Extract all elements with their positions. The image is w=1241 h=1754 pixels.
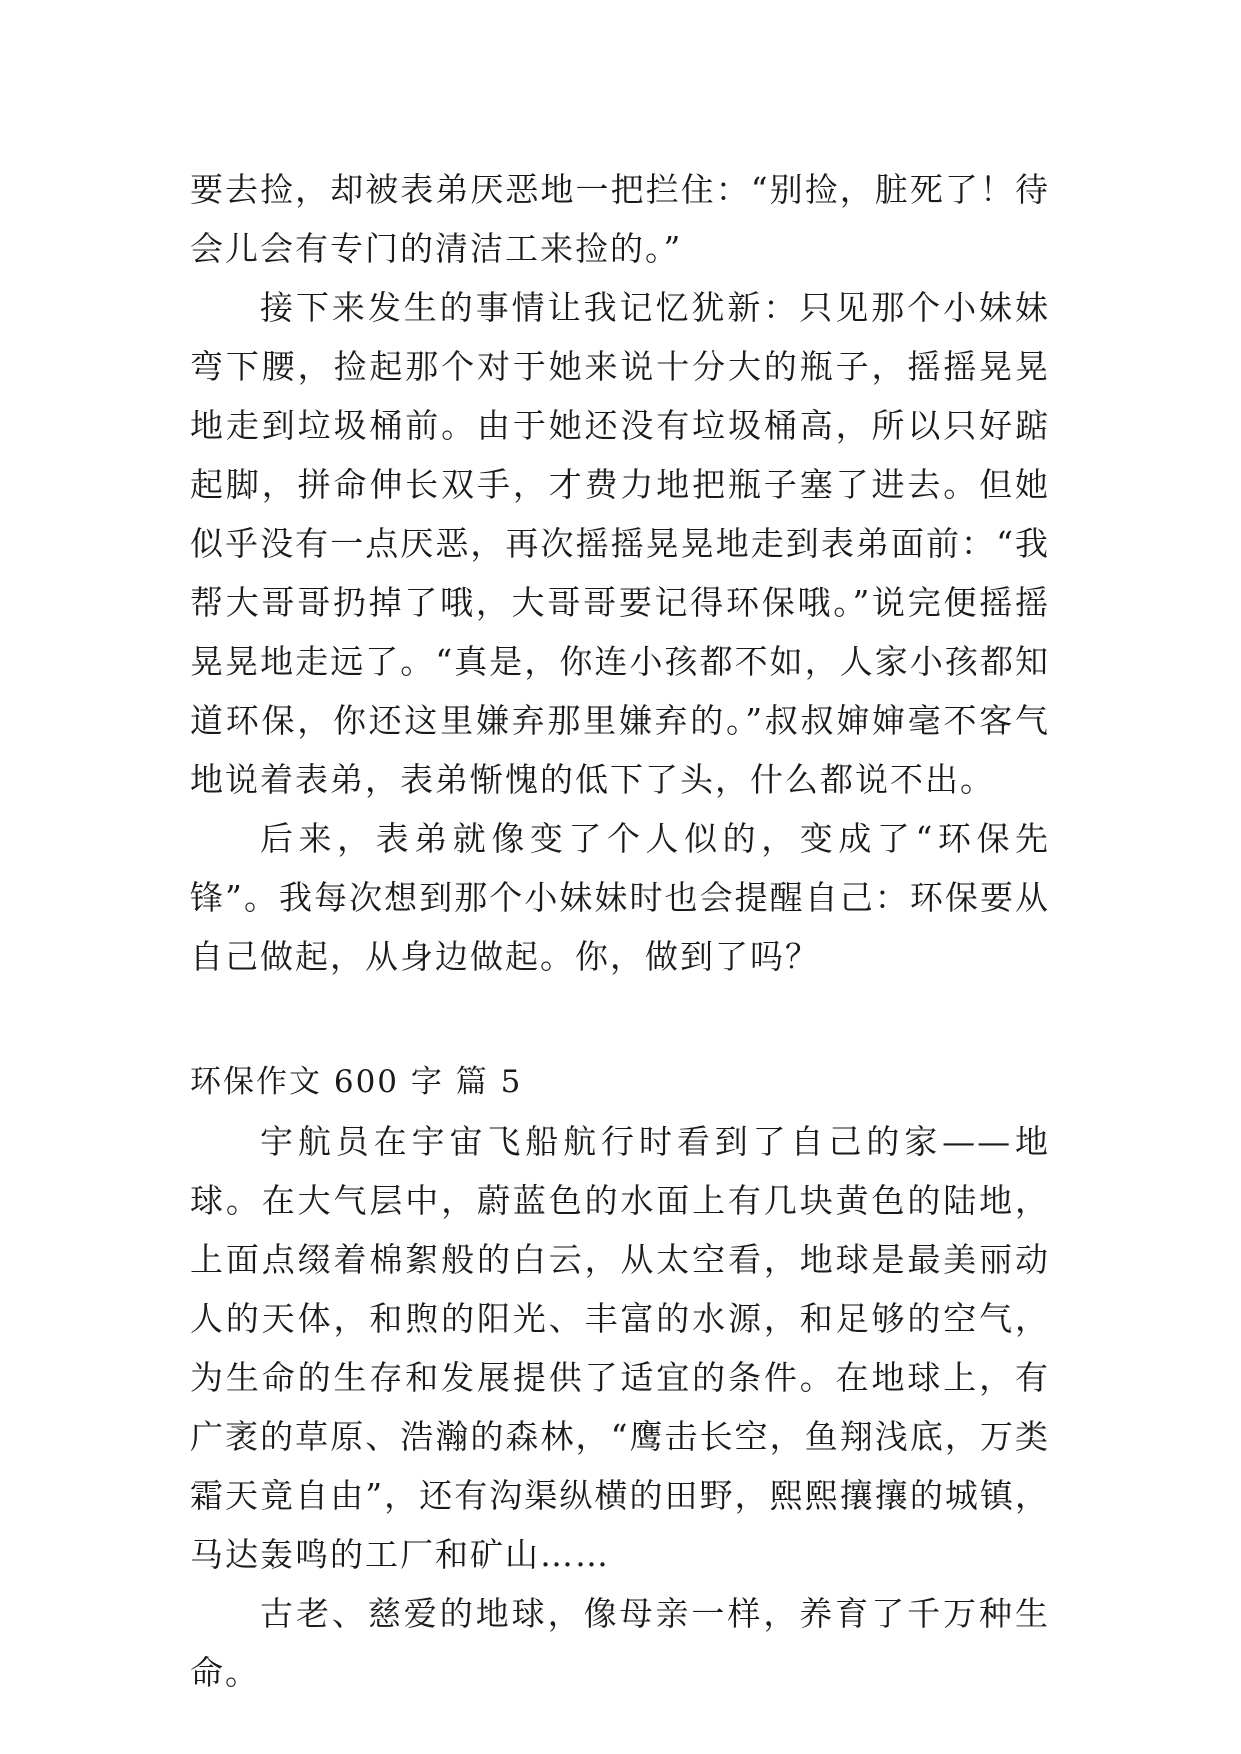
paragraph: 接下来发生的事情让我记忆犹新：只见那个小妹妹弯下腰，捡起那个对于她来说十分大的瓶子，摇摇晃晃地走到垃圾桶前。由于她还没有垃圾桶高，所以只好踮起脚，拼命伸长双手，才费力地把瓶子塞了进去。但她似乎没有一点厌恶，再次摇摇晃晃地走到表弟面前：“我帮大哥哥扔掉了哦，大哥哥要记得环保哦。”说完便摇摇晃晃地走远了。“真是，你连小孩都不如，人家小孩都知道环保，你还这里嫌弃那里嫌弃的。”叔叔婶婶毫不客气地说着表弟，表弟惭愧的低下了头，什么都说不出。 <box>190 288 1050 799</box>
paragraph: 宇航员在宇宙飞船航行时看到了自己的家——地球。在大气层中，蔚蓝色的水面上有几块黄色的陆地，上面点缀着棉絮般的白云，从太空看，地球是最美丽动人的天体，和煦的阳光、丰富的水源，和足够的空气，为生命的生存和发展提供了适宜的条件。在地球上，有广袤的草原、浩瀚的森林，“鹰击长空，鱼翔浅底，万类霜天竟自由”，还有沟渠纵横的田野，熙熙攘攘的城镇，马达轰鸣的工厂和矿山…… <box>190 1122 1050 1574</box>
section-heading: 环保作文 600 字 篇 5 <box>190 1064 523 1100</box>
paragraph: 古老、慈爱的地球，像母亲一样，养育了千万种生命。 <box>190 1594 1050 1692</box>
paragraph: 要去捡，却被表弟厌恶地一把拦住：“别捡，脏死了！待会儿会有专门的清洁工来捡的。” <box>190 170 1050 268</box>
document-page <box>190 160 1050 1702</box>
paragraph: 后来，表弟就像变了个人似的，变成了“环保先锋”。我每次想到那个小妹妹时也会提醒自己：环保要从自己做起，从身边做起。你，做到了吗？ <box>190 819 1050 976</box>
